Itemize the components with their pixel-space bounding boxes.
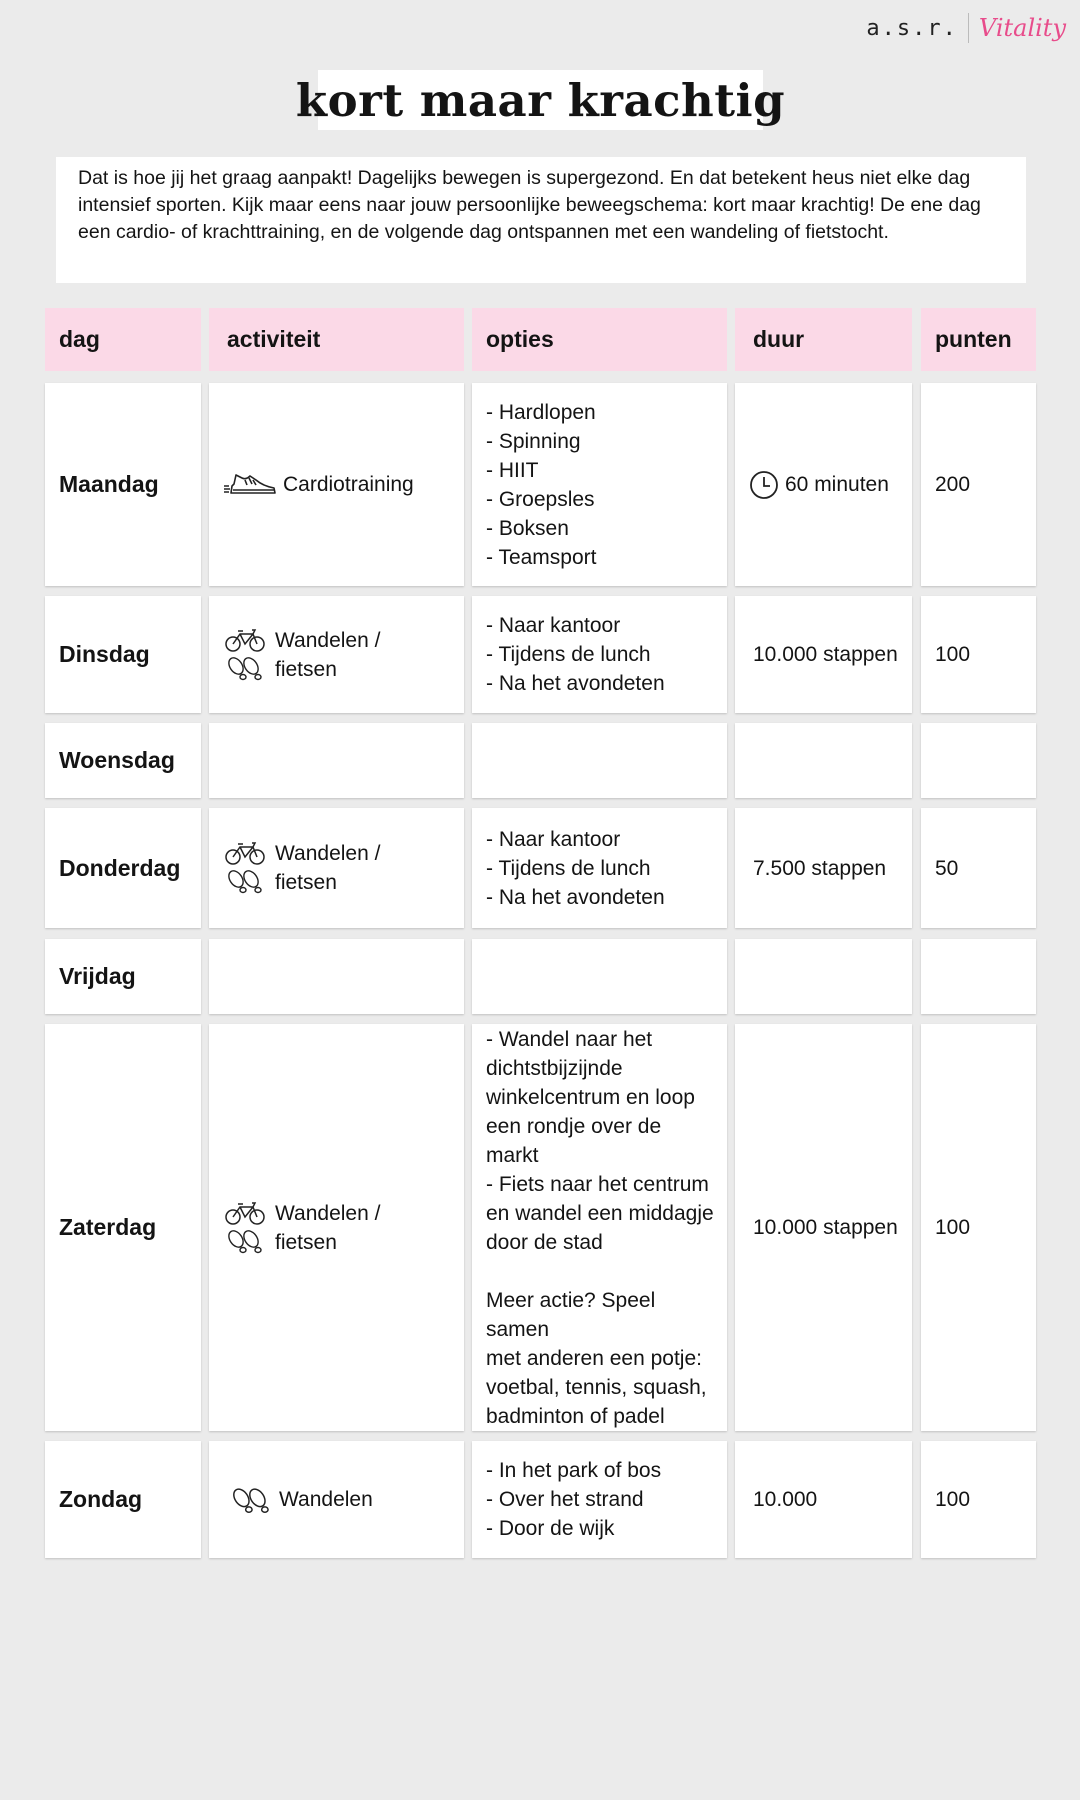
options-list: - Naar kantoor - Tijdens de lunch - Na het avondeten xyxy=(486,614,665,695)
options-list: - Wandel naar het dichtstbijzijnde winkelcentrum en loop een rondje over de markt - Fiets naar het centrum en wandel een middagje door de stad Meer actie? Speel samen met anderen een potje: voetbal, tennis, squash, badminton of padel xyxy=(486,1027,714,1428)
table-row-duur xyxy=(735,808,912,928)
intro-text: Dat is hoe jij het graag aanpakt! Dagelijks bewegen is supergezond. En dat betekent heus niet elke dag intensief sporten. Kijk maar eens naar jouw persoonlijke beweegschema: kort maar krachtig! De ene dag een cardio- of krachttraining, en de volgende dag ontspannen met een wandeling of fietstocht. xyxy=(56,157,1026,283)
brand-logos xyxy=(866,8,1066,48)
duration-label: 10.000 stappen xyxy=(753,1216,898,1239)
points-label: 50 xyxy=(935,856,959,880)
table-row-dag xyxy=(45,723,201,798)
day-label: Zaterdag xyxy=(59,1214,157,1240)
table-row-opties xyxy=(472,1024,727,1431)
table-row-opties xyxy=(472,1441,727,1558)
table-row-activiteit xyxy=(209,939,464,1014)
table-row-activiteit xyxy=(209,1441,464,1558)
table-row-opties xyxy=(472,723,727,798)
points-label: 100 xyxy=(935,1216,971,1239)
options-list: - Naar kantoor - Tijdens de lunch - Na het avondeten xyxy=(486,827,665,909)
table-row-activiteit xyxy=(209,1024,464,1431)
table-row-duur xyxy=(735,939,912,1014)
day-label: Zondag xyxy=(59,1486,143,1512)
footprints-icon xyxy=(229,1484,273,1516)
table-row-duur xyxy=(735,723,912,798)
header-duur: duur xyxy=(735,308,912,371)
day-label: Donderdag xyxy=(59,854,181,881)
table-row-punten xyxy=(921,808,1036,928)
page-title: kort maar krachtig xyxy=(295,73,786,127)
table-row-dag xyxy=(45,383,201,586)
table-row-punten xyxy=(921,723,1036,798)
footprints-icon xyxy=(225,866,265,896)
bicycle-icon xyxy=(225,1200,265,1226)
options-list: - In het park of bos - Over het strand - Door de wijk xyxy=(486,1459,662,1540)
activity-label: Wandelen / fietsen xyxy=(275,1201,381,1254)
activity-label: Wandelen / fietsen xyxy=(275,842,381,894)
points-label: 200 xyxy=(935,473,971,496)
footprints-icon xyxy=(225,653,265,683)
table-row-punten xyxy=(921,1024,1036,1431)
table-row-dag xyxy=(45,1024,201,1431)
day-label: Vrijdag xyxy=(59,963,136,989)
day-label: Maandag xyxy=(59,471,159,497)
table-row-punten xyxy=(921,939,1036,1014)
table-row-punten xyxy=(921,1441,1036,1558)
bicycle-icon xyxy=(225,627,265,653)
table-row-opties xyxy=(472,808,727,928)
header-dag: dag xyxy=(45,308,201,371)
table-row-duur xyxy=(735,383,912,586)
table-row-opties xyxy=(472,383,727,586)
asr-logo: a.s.r. xyxy=(866,15,958,41)
table-row-duur xyxy=(735,596,912,713)
table-row-opties xyxy=(472,596,727,713)
table-row-activiteit xyxy=(209,723,464,798)
activity-label: Cardiotraining xyxy=(283,473,414,496)
table-row-punten xyxy=(921,383,1036,586)
header-activiteit: activiteit xyxy=(209,308,464,371)
table-row-activiteit xyxy=(209,808,464,928)
duration-label: 10.000 xyxy=(753,1488,818,1511)
table-row-duur xyxy=(735,1441,912,1558)
sneaker-icon xyxy=(223,472,277,498)
table-row-punten xyxy=(921,596,1036,713)
vitality-logo: Vitality xyxy=(978,14,1066,42)
logo-divider xyxy=(968,13,969,43)
table-row-activiteit xyxy=(209,383,464,586)
day-label: Dinsdag xyxy=(59,641,150,667)
clock-icon xyxy=(749,470,779,500)
points-label: 100 xyxy=(935,1488,971,1511)
table-row-dag xyxy=(45,808,201,928)
table-row-activiteit xyxy=(209,596,464,713)
activity-label: Wandelen / fietsen xyxy=(275,628,381,681)
table-row-dag xyxy=(45,1441,201,1558)
header-opties: opties xyxy=(472,308,727,371)
activity-label: Wandelen xyxy=(279,1488,373,1511)
day-label: Woensdag xyxy=(59,747,175,773)
table-row-dag xyxy=(45,939,201,1014)
bicycle-icon xyxy=(225,840,265,866)
table-row-duur xyxy=(735,1024,912,1431)
table-row-opties xyxy=(472,939,727,1014)
duration-label: 60 minuten xyxy=(785,473,889,496)
footprints-icon xyxy=(225,1226,265,1256)
table-row-dag xyxy=(45,596,201,713)
options-list: - Hardlopen - Spinning - HIIT - Groepsles - Boksen - Teamsport xyxy=(486,400,597,569)
duration-label: 10.000 stappen xyxy=(753,643,898,666)
title-box xyxy=(295,70,786,130)
points-label: 100 xyxy=(935,643,971,666)
header-punten: punten xyxy=(921,308,1036,371)
duration-label: 7.500 stappen xyxy=(753,856,887,880)
